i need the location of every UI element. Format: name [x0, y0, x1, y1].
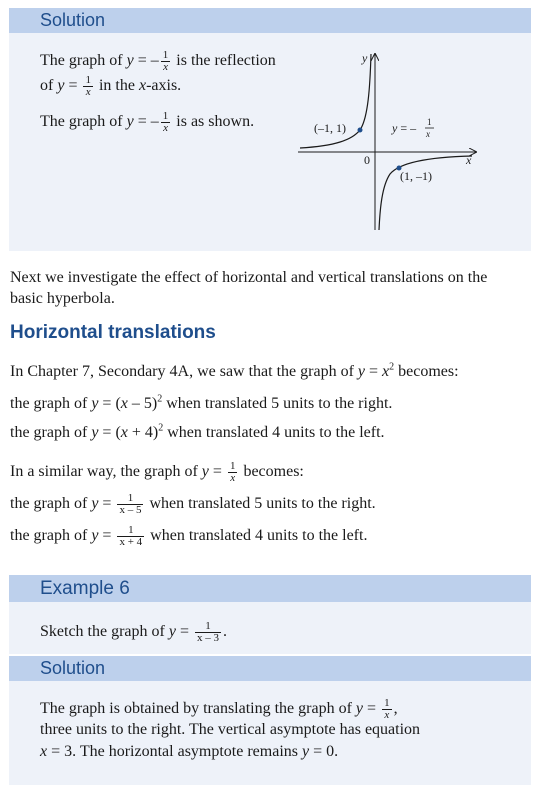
- intro-line-2: basic hyperbola.: [10, 290, 115, 307]
- para-chapter: In Chapter 7, Secondary 4A, we saw that the graph of $y = x^2$ becomes:: [10, 361, 459, 380]
- point-neg1-1: [358, 128, 363, 133]
- para-recip-right: the graph of y = $\frac{1}{x - 5}$ when translated 5 units to the right.: [10, 492, 376, 516]
- section-heading: Horizontal translations: [10, 322, 216, 343]
- solution2-heading-bar: [9, 656, 531, 681]
- solution-heading-bar: [9, 8, 531, 33]
- solution-line-2: of y = $\frac{1}{x}$ in the x-axis.: [40, 74, 182, 98]
- curve-label: y = –: [392, 121, 417, 135]
- solution-line-1: The graph of y = – $\frac{1}{x}$ is the reflection: [40, 49, 276, 73]
- intro-line-1: Next we investigate the effect of horizontal and vertical translations on the: [10, 269, 488, 286]
- point2-label: (1, –1): [400, 169, 432, 183]
- svg-text:1: 1: [427, 117, 432, 127]
- solution-heading: Solution: [40, 10, 106, 30]
- curve-right-branch: [379, 156, 472, 230]
- para-square-right: the graph of y = (x – 5)$^2$ when translated 5 units to the right.: [10, 393, 393, 412]
- point1-label: (–1, 1): [314, 121, 346, 135]
- solution2-line-2: three units to the right. The vertical asymptote has equation: [40, 721, 421, 738]
- example-heading: Example 6: [40, 578, 130, 599]
- solution-line-3: The graph of y = – $\frac{1}{x}$ is as shown.: [40, 110, 255, 134]
- para-recip-left: the graph of y = $\frac{1}{x + 4}$ when translated 4 units to the left.: [10, 524, 368, 548]
- hyperbola-graph: [290, 48, 490, 238]
- example-task: Sketch the graph of y = $\frac{1}{x - 3}$ .: [40, 620, 227, 644]
- solution2-line-3: x = 3. The horizontal asymptote remains y = 0.: [40, 743, 339, 760]
- para-square-left: the graph of $y = (x + 4)^2$ when translated 4 units to the left.: [10, 422, 385, 441]
- solution2-heading: Solution: [40, 658, 106, 678]
- solution2-line-1: The graph is obtained by translating the graph of y = $\frac{1}{x}$ ,: [40, 697, 398, 721]
- para-similar: In a similar way, the graph of y = $\frac{1}{x}$ becomes:: [10, 460, 304, 484]
- x-axis-label: x: [466, 153, 472, 167]
- origin-label: 0: [364, 153, 370, 167]
- svg-text:x: x: [426, 129, 430, 139]
- y-axis-label: y: [362, 51, 368, 65]
- example-heading-bar: [9, 575, 531, 602]
